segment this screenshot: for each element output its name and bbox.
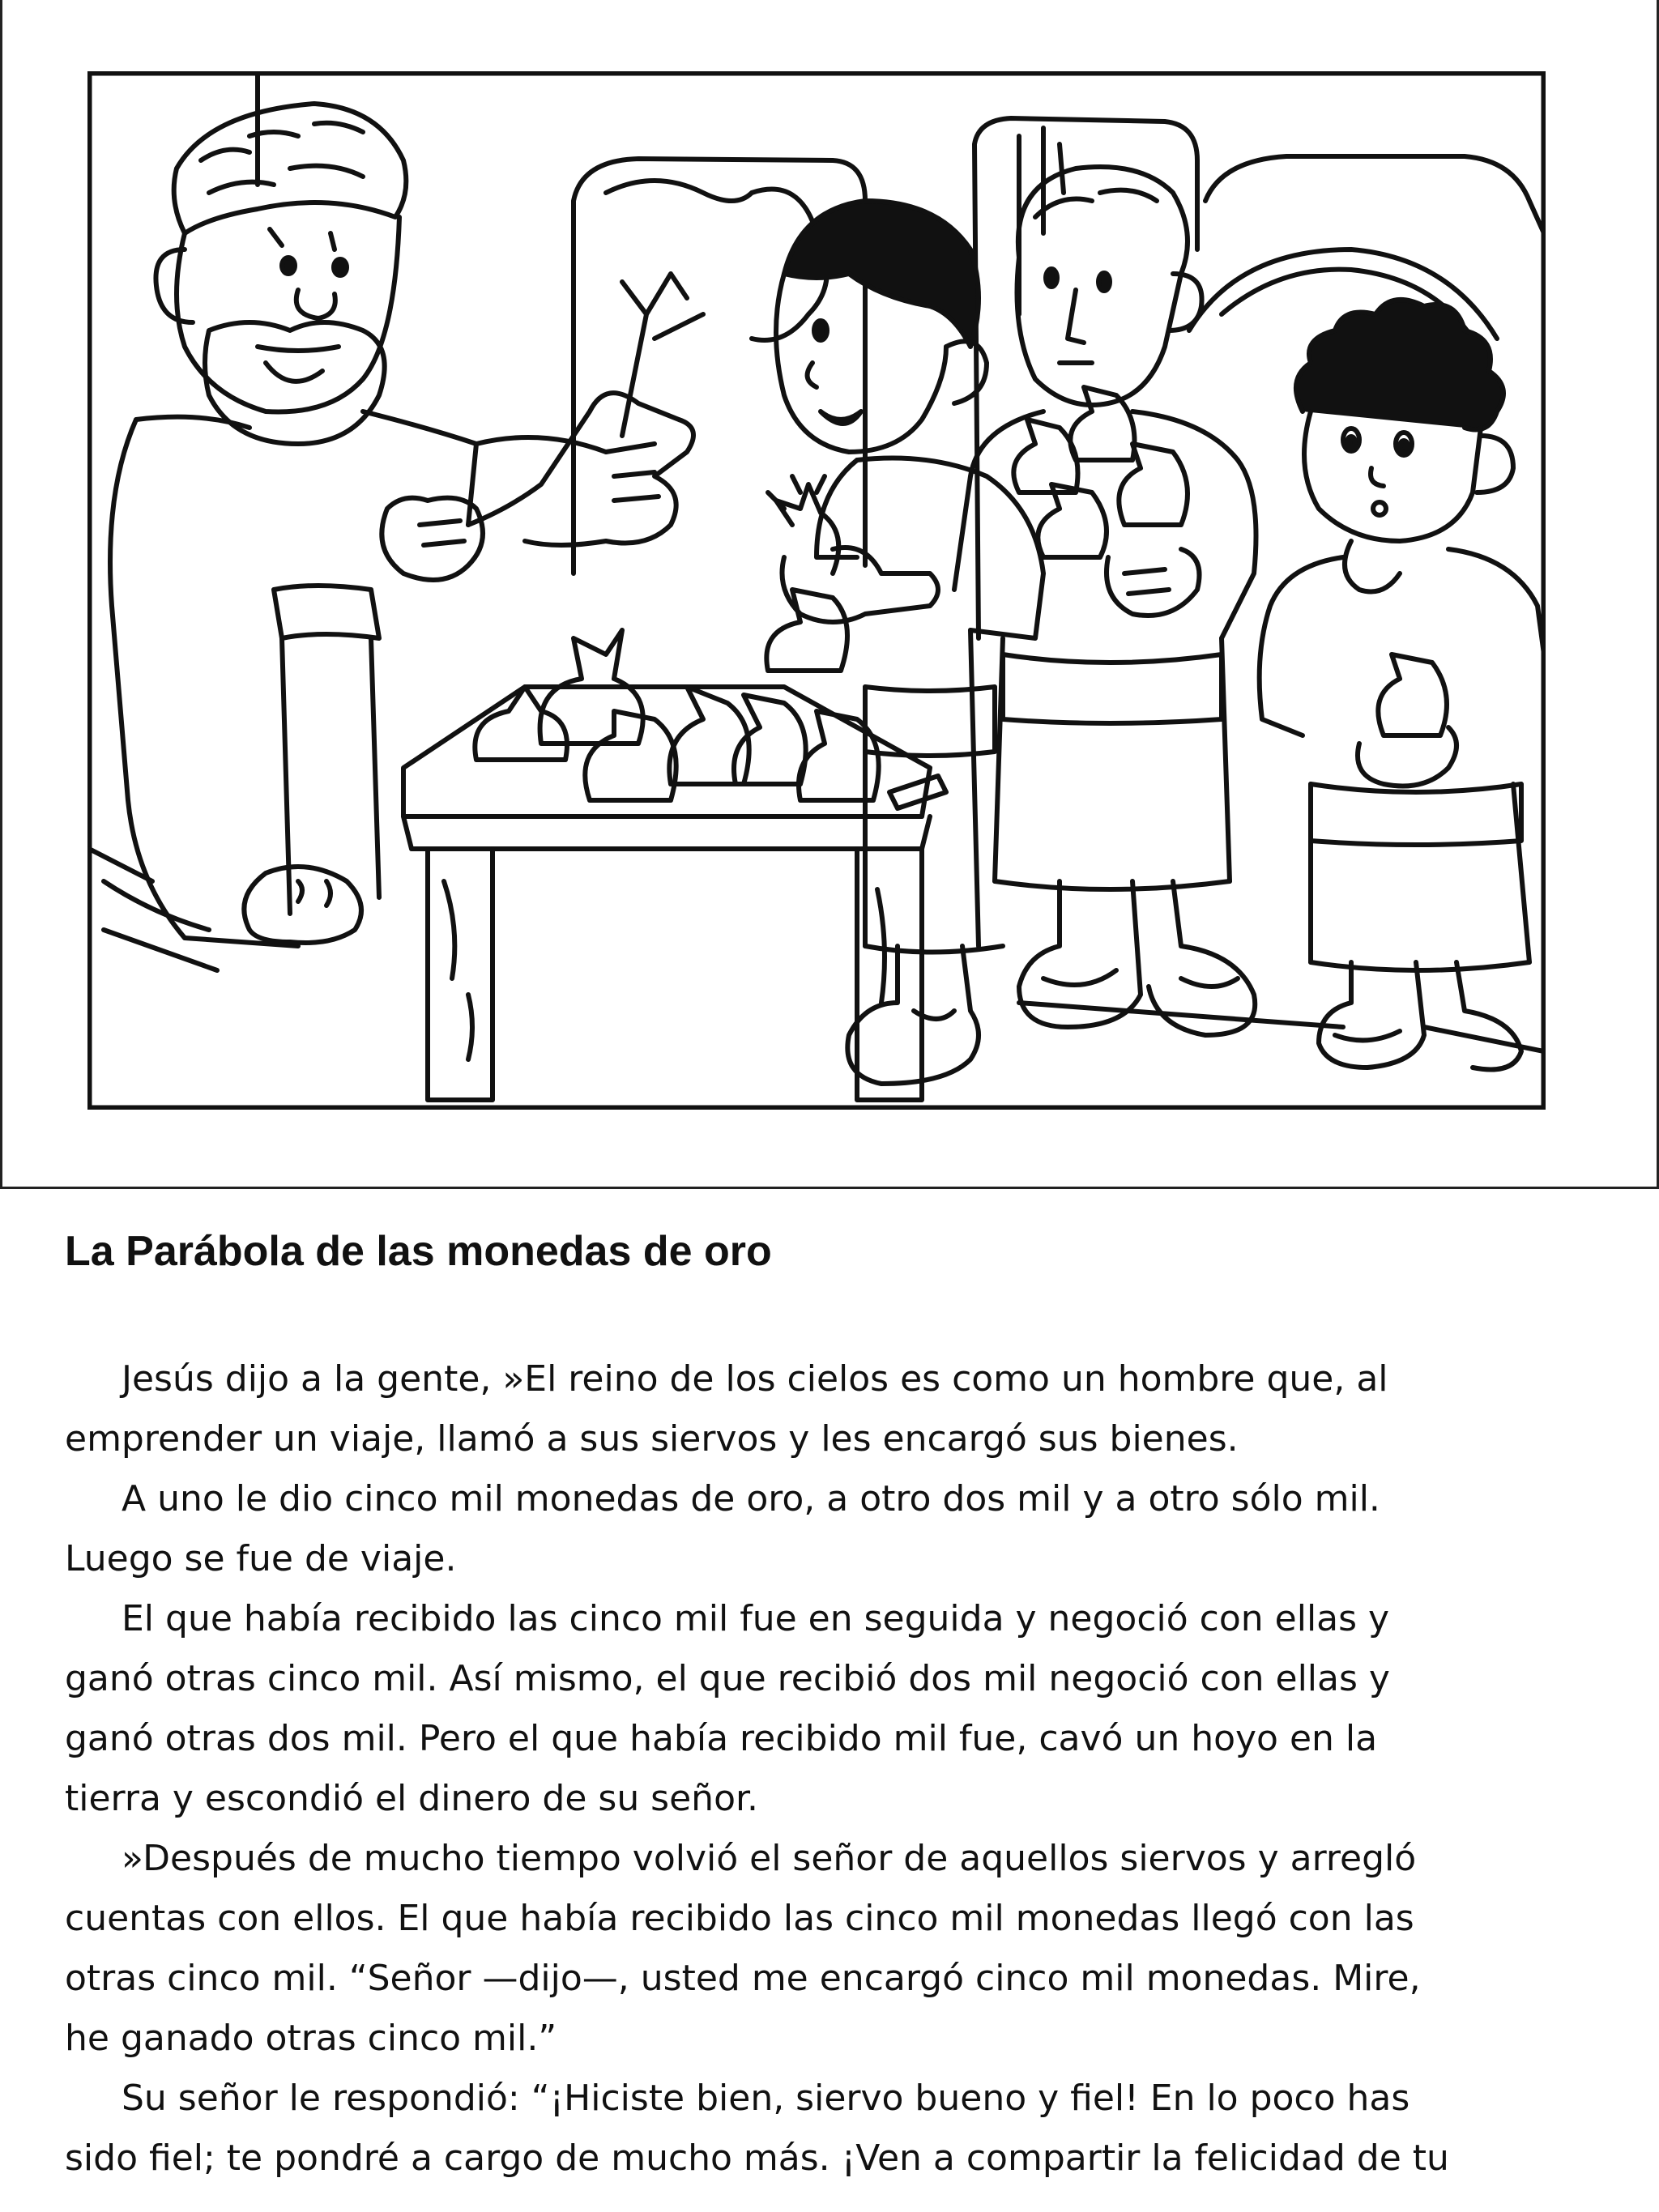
story-body bbox=[65, 1349, 1604, 2189]
story-line: tierra y escondió el dinero de su señor. bbox=[65, 1778, 759, 1819]
coloring-line-art bbox=[87, 71, 1546, 1110]
story-line: Su señor le respondió: “¡Hiciste bien, siervo bueno y fiel! En lo poco has bbox=[122, 2078, 1410, 2119]
story-line: ganó otras dos mil. Pero el que había recibido mil fue, cavó un hoyo en la bbox=[65, 1718, 1378, 1759]
story-line: Jesús dijo a la gente, »El reino de los cielos es como un hombre que, al bbox=[122, 1358, 1388, 1400]
parable-illustration bbox=[87, 71, 1546, 1110]
story-line: El que había recibido las cinco mil fue en seguida y negoció con ellas y bbox=[122, 1598, 1390, 1639]
story-line: ganó otras cinco mil. Así mismo, el que recibió dos mil negoció con ellas y bbox=[65, 1658, 1390, 1699]
story-line: cuentas con ellos. El que había recibido las cinco mil monedas llegó con las bbox=[65, 1898, 1414, 1939]
servant-two-figure bbox=[954, 167, 1256, 1035]
story-line: Luego se fue de viaje. bbox=[65, 1538, 457, 1579]
story-line: A uno le dio cinco mil monedas de oro, a otro dos mil y a otro sólo mil. bbox=[122, 1478, 1380, 1519]
floor-line bbox=[104, 930, 1544, 1051]
story-title: La Parábola de las monedas de oro bbox=[65, 1228, 772, 1275]
story-line: otras cinco mil. “Señor —dijo—, usted me encargó cinco mil monedas. Mire, bbox=[65, 1958, 1421, 1999]
story-line: »Después de mucho tiempo volvió el señor de aquellos siervos y arregló bbox=[122, 1838, 1417, 1879]
story-line: sido fiel; te pondré a cargo de mucho más. ¡Ven a compartir la felicidad de tu bbox=[65, 2137, 1449, 2179]
servant-three-figure bbox=[1260, 300, 1544, 1070]
story-section bbox=[65, 1223, 1604, 2189]
story-line: emprender un viaje, llamó a sus siervos y les encargó sus bienes. bbox=[65, 1418, 1239, 1460]
story-line: he ganado otras cinco mil.” bbox=[65, 2018, 557, 2059]
